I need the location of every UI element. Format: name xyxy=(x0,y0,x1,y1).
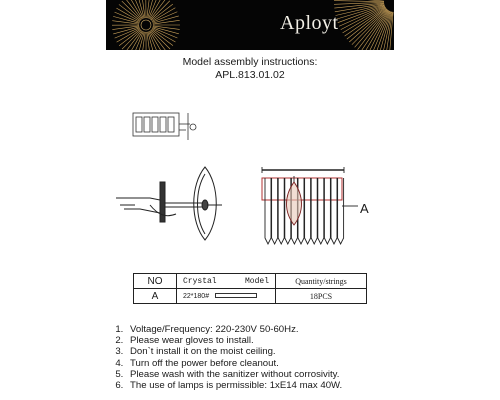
instruction-list xyxy=(112,324,342,391)
col-header-crystal-model xyxy=(177,274,276,289)
row-crystal xyxy=(177,289,276,304)
col-header-no: NO xyxy=(134,274,177,289)
brand-logo-text: Aployt xyxy=(280,12,339,34)
list-item: 5. Please wash with the sanitizer without corrosivity. xyxy=(126,369,342,380)
col-header-quantity: Quantity/strings xyxy=(276,274,367,289)
row-quantity: 18PCS xyxy=(276,289,367,304)
callout-label: A xyxy=(360,201,369,216)
col-header-model: Model xyxy=(244,276,269,286)
front-view-drawing xyxy=(262,167,358,244)
document-title: Model assembly instructions: xyxy=(182,56,318,68)
list-item: 3. Don`t install it on the moist ceiling. xyxy=(126,346,342,357)
crystal-spec-table xyxy=(133,273,367,304)
crystal-bar-icon xyxy=(215,293,257,298)
list-item: 4. Turn off the power before cleanout. xyxy=(126,358,342,369)
col-header-crystal: Crystal xyxy=(183,276,217,286)
row-no: A xyxy=(134,289,177,304)
table-row xyxy=(134,289,367,304)
list-item: 2. Please wear gloves to install. xyxy=(126,335,342,346)
crystal-size: 22*180# xyxy=(183,292,210,300)
list-item: 1. Voltage/Frequency: 220-230V 50-60Hz. xyxy=(126,324,342,335)
list-item: 6. The use of lamps is permissible: 1xE14 max 40W. xyxy=(126,380,342,391)
side-view-drawing xyxy=(116,167,222,240)
model-number: APL.813.01.02 xyxy=(215,69,285,81)
table-header-row xyxy=(134,274,367,289)
wiring-detail xyxy=(133,113,196,140)
